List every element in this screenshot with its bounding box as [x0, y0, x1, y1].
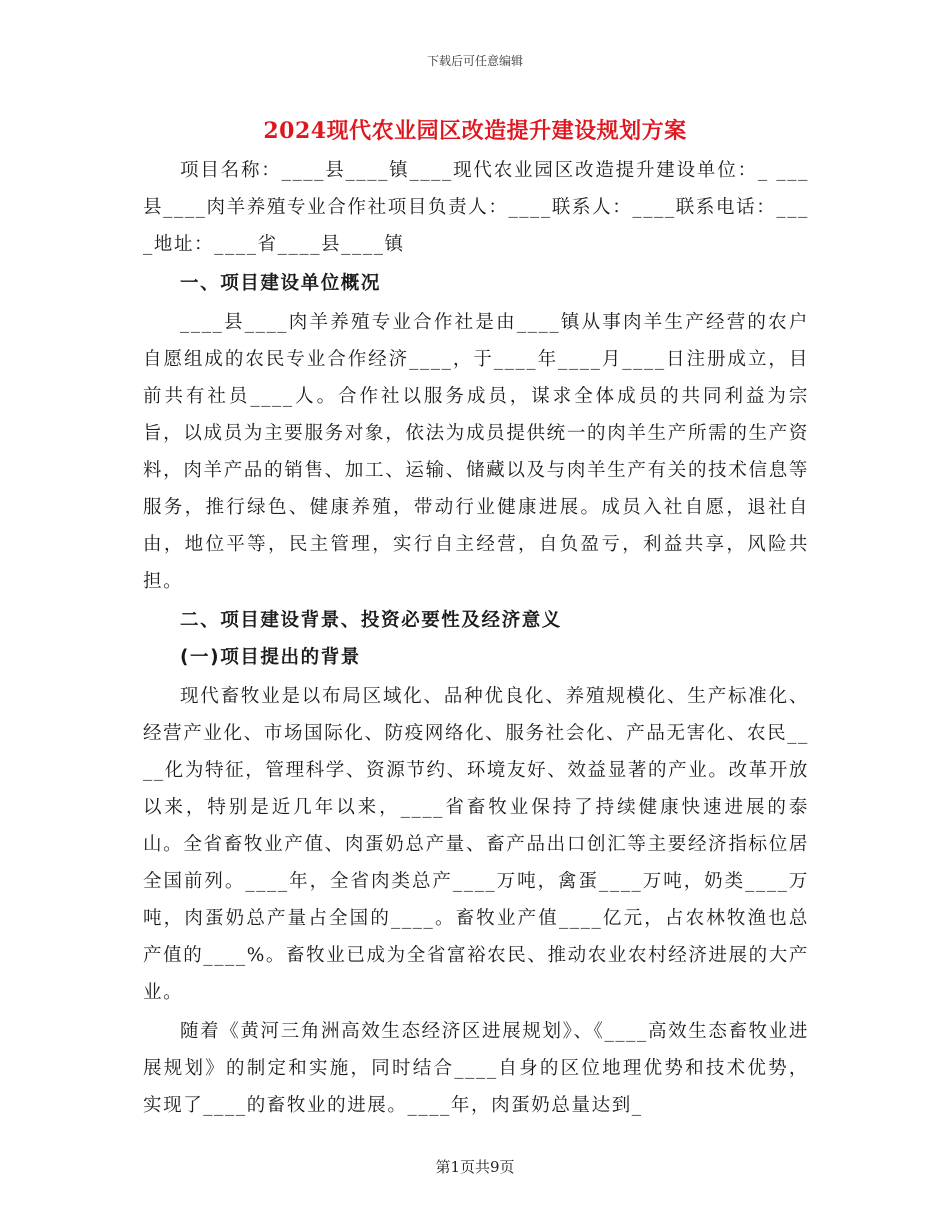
document-body: [143, 152, 809, 1124]
page-footer: 第1页共9页: [435, 1158, 515, 1176]
paragraph-background-2: 随着《黄河三角洲高效生态经济区进展规划》、《____高效生态畜牧业进展规划》的制定和实施，同时结合____自身的区位地理优势和技术优势，实现了____的畜牧业的进展。____年，肉蛋奶总量达到_: [143, 1021, 809, 1116]
paragraph-section-1: ____县____肉羊养殖专业合作社是由____镇从事肉羊生产经营的农户自愿组成的农民专业合作经济____，于____年____月____日注册成立，目前共有社员____人。合作社以服务成员，谋求全体成员的共同利益为宗旨，以成员为主要服务对象，依法为成员提供统一的肉羊生产所需的生产资料，肉羊产品的销售、加工、运输、储藏以及与肉羊生产有关的技术信息等服务，推行绿色、健康养殖，带动行业健康进展。成员入社自愿，退社自由，地位平等，民主管理，实行自主经营，自负盈亏，利益共享，风险共担。: [143, 312, 809, 592]
subsection-heading-1: (一)项目提出的背景: [180, 647, 361, 668]
paragraph-background-1: 现代畜牧业是以布局区域化、品种优良化、养殖规模化、生产标准化、经营产业化、市场国际化、防疫网络化、服务社会化、产品无害化、农民____化为特征，管理科学、资源节约、环境友好、效益显著的产业。改革开放以来，特别是近几年以来，____省畜牧业保持了持续健康快速进展的泰山。全省畜牧业产值、肉蛋奶总产量、畜产品出口创汇等主要经济指标位居全国前列。____年，全省肉类总产____万吨，禽蛋____万吨，奶类____万吨，肉蛋奶总产量占全国的____。畜牧业产值____亿元，占农林牧渔也总产值的____%。畜牧业已成为全省富裕农民、推动农业农村经济进展的大产业。: [143, 686, 809, 1003]
paragraph-intro: 项目名称：____县____镇____现代农业园区改造提升建设单位：_ ___县____肉羊养殖专业合作社项目负责人：____联系人：____联系电话：____地址：____省____县____镇: [143, 160, 809, 255]
section-heading-2: 二、项目建设背景、投资必要性及经济意义: [180, 610, 562, 631]
header-note: 下载后可任意编辑: [426, 54, 523, 68]
document-title: 2024现代农业园区改造提升建设规划方案: [263, 118, 687, 144]
section-heading-1: 一、项目建设单位概况: [180, 273, 382, 294]
